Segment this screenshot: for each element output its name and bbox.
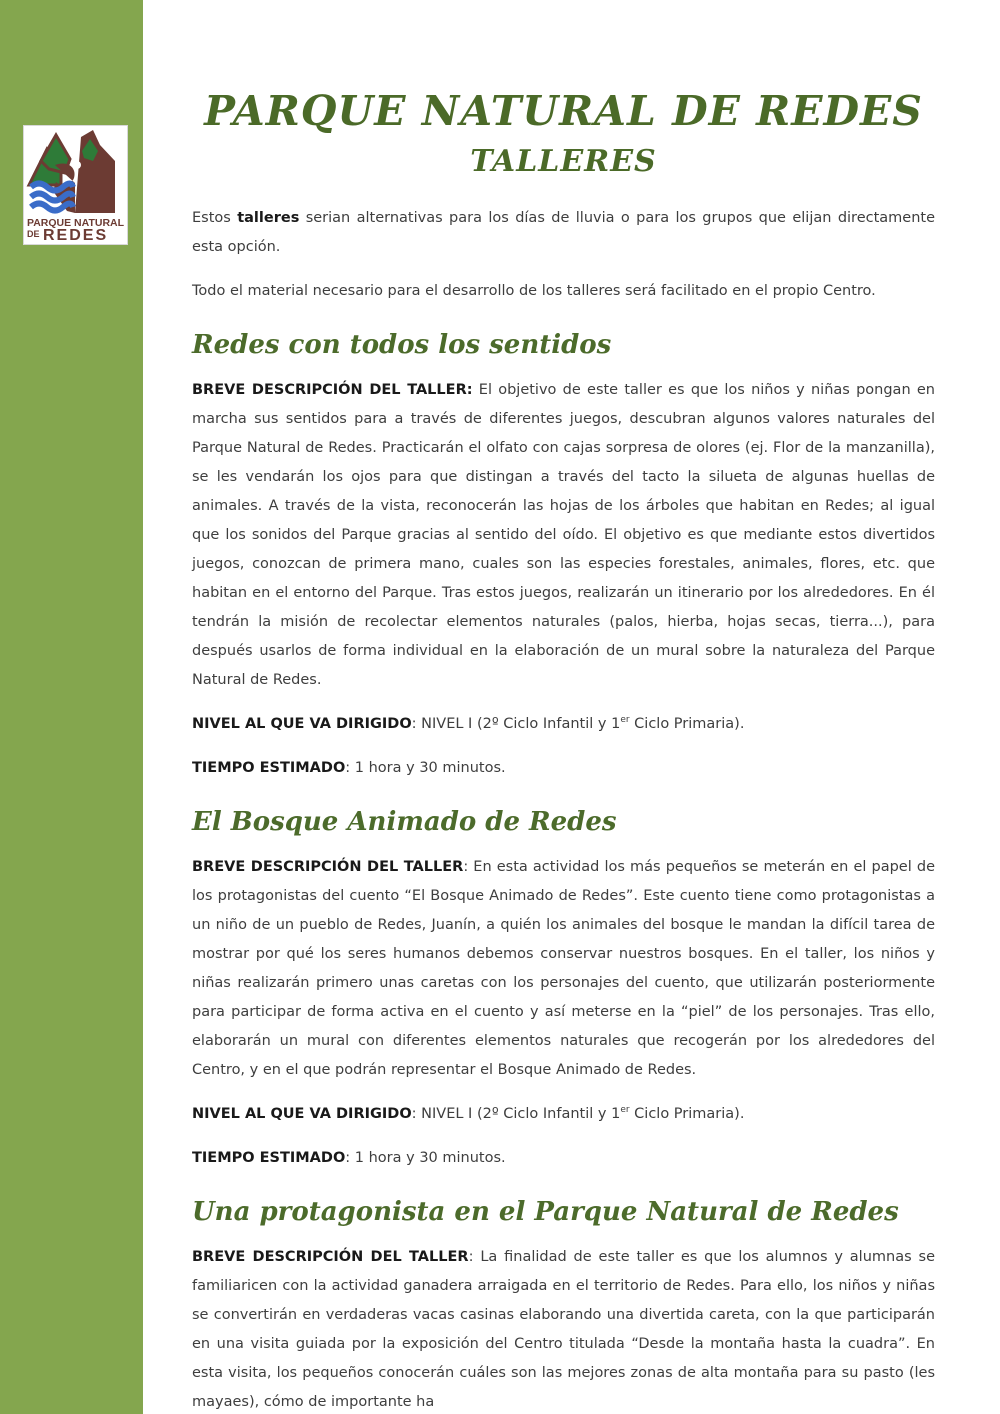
intro-paragraph-2: Todo el material necesario para el desarrollo de los talleres será facilitado en el propio Centro. <box>192 282 876 299</box>
desc-label: BREVE DESCRIPCIÓN DEL TALLER: <box>192 381 473 398</box>
nivel-superscript: er <box>620 1105 630 1116</box>
nivel-superscript: er <box>620 715 630 725</box>
desc-label: BREVE DESCRIPCIÓN DEL TALLER <box>192 1249 469 1266</box>
nivel-text: : NIVEL I (2º Ciclo Infantil y 1 <box>411 1106 621 1123</box>
intro-p1-post: serian alternativas para los días de lluvia o para los grupos que elijan directamente esta opción. <box>192 209 935 255</box>
park-logo <box>23 125 128 245</box>
intro-p1-pre: Estos <box>192 209 238 226</box>
logo-text-redes: REDES <box>43 227 109 244</box>
logo-text-de: DE <box>27 229 40 239</box>
intro-p1-bold-word: talleres <box>237 209 300 226</box>
nivel-text: : NIVEL I (2º Ciclo Infantil y 1 <box>411 715 621 732</box>
nivel-line <box>192 1100 935 1129</box>
logo-text-line1: PARQUE NATURAL <box>27 217 125 229</box>
section-heading-redes-sentidos: Redes con todos los sentidos <box>192 329 612 360</box>
page-title: PARQUE NATURAL DE REDES <box>204 87 923 135</box>
tiempo-line <box>192 754 935 783</box>
page-subtitle: TALLERES <box>470 144 657 180</box>
park-logo-graphic <box>23 125 128 245</box>
desc-text: : En esta actividad los más pequeños se meterán en el papel de los protagonistas del cuento “El Bosque Animado de Redes”. Este cuento tiene como protagonistas a un niño de un pueblo de Redes, Juanín, a quién los animales del bosque le mandan la difícil tarea de mostrar por qué los seres humanos debemos conservar nuestros bosques. En el taller, los niños y niñas realizarán primero unas caretas con los personajes del cuento, que utilizarán posteriormente para participar de forma activa en el cuento y así meterse en la “piel” de los personajes. Tras ello, elaborarán un mural con diferentes elementos naturales que recogerán por los alrededores del Centro, y en el que podrán representar el Bosque Animado de Redes. <box>192 859 935 1079</box>
nivel-text-end: Ciclo Primaria). <box>629 715 745 732</box>
nivel-line <box>192 710 935 739</box>
desc-text: El objetivo de este taller es que los niños y niñas pongan en marcha sus sentidos para a través de diferentes juegos, descubran algunos valores naturales del Parque Natural de Redes. Practicarán el olfato con cajas sorpresa de olores (ej. Flor de la manzanilla), se les vendarán los ojos para que distingan a través del tacto la silueta de algunas huellas de animales. A través de la vista, reconocerán las hojas de los árboles que habitan en Redes; al igual que los sonidos del Parque gracias al sentido del oído. El objetivo es que mediante estos divertidos juegos, conozcan de primera mano, cuales son las especies forestales, animales, flores, etc. que habitan en el entorno del Parque. Tras estos juegos, realizarán un itinerario por los alrededores. En él tendrán la misión de recolectar elementos naturales (palos, hierba, hojas secas, tierra...), para después usarlos de forma individual en la elaboración de un mural sobre la naturaleza del Parque Natural de Redes. <box>192 381 935 688</box>
desc-label: BREVE DESCRIPCIÓN DEL TALLER <box>192 859 464 876</box>
nivel-text-end: Ciclo Primaria). <box>629 1106 745 1123</box>
document-content <box>192 0 935 1414</box>
sun-icon <box>73 161 81 169</box>
tiempo-text: : 1 hora y 30 minutos. <box>345 759 506 776</box>
desc-text: : La finalidad de este taller es que los alumnos y alumnas se familiaricen con la actividad ganadera arraigada en el territorio de Redes. Para ello, los niños y niñas se convertirán en verdaderas vacas casinas elaborando una divertida careta, con la que participarán en una visita guiada por la exposición del Centro titulada “Desde la montaña hasta la cuadra”. En esta visita, los pequeños conocerán cuáles son las mejores zonas de alta montaña para su pasto (les mayaes), cómo de importante ha <box>192 1249 935 1411</box>
section-description <box>192 376 935 695</box>
section-heading-una-protagonista: Una protagonista en el Parque Natural de Redes <box>192 1197 899 1228</box>
tiempo-label: TIEMPO ESTIMADO <box>192 759 346 776</box>
nivel-label: NIVEL AL QUE VA DIRIGIDO <box>192 1106 412 1123</box>
section-description <box>192 853 935 1085</box>
intro-paragraph-1 <box>192 204 935 262</box>
section-description <box>192 1243 935 1414</box>
nivel-label: NIVEL AL QUE VA DIRIGIDO <box>192 715 412 732</box>
tiempo-text: : 1 hora y 30 minutos. <box>345 1150 506 1167</box>
tiempo-line <box>192 1144 935 1173</box>
tiempo-label: TIEMPO ESTIMADO <box>192 1150 346 1167</box>
section-heading-bosque-animado: El Bosque Animado de Redes <box>192 806 617 837</box>
